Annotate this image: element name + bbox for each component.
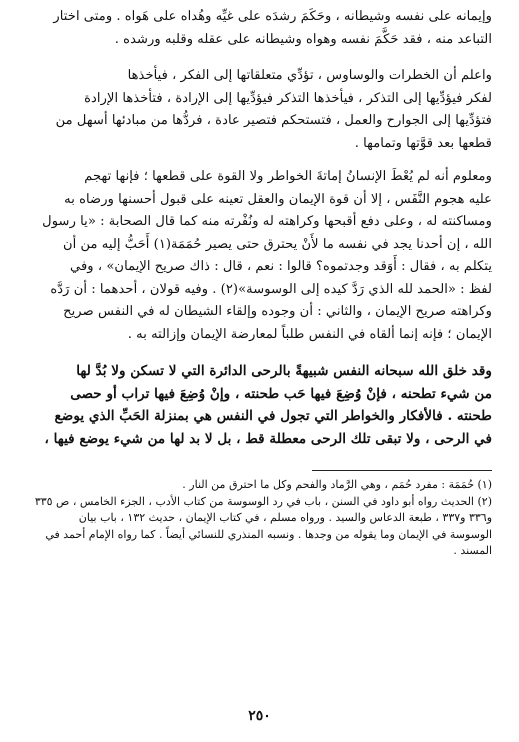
text-line: طحنته . فالأفكار والخواطر التي تجول في النفس هي بمنزلة الحَبِّ الذي يوضع [54, 408, 492, 424]
footnote-2: (٢) الحديث رواه أبو داود في السنن ، باب في رد الوسوسة من كتاب الأدب ، الجزء الخامس ، ص ٣٣٥ [34, 494, 492, 508]
paragraph-3 [30, 166, 492, 346]
paragraph-1 [30, 6, 492, 51]
paragraph-4 [30, 360, 492, 450]
text-line: يتكلم به ، فقال : أَوَقد وجدتموه؟ قالوا : نعم ، قال : ذاك صريح الإيمان» ، وفي [70, 259, 492, 274]
footnote-separator [312, 470, 492, 471]
text-line: الإيمان ؛ فإنه إنما ألقاه في النفس طلباً لمعارضة الإيمان وإزالته به . [127, 326, 492, 342]
text-line: ومعلوم أنه لم يُعْطَ الإنسانُ إماتةَ الخواطر ولا القوة على قطعها ؛ فإنها تهجم [84, 169, 492, 184]
text-line: قطعها بعد قوَّتها وتمامها . [354, 135, 492, 151]
text-line: فتؤدِّيها إلى الجوارح والعمل ، فتستحكم فتصير عادة ، فردُّها من مبادئها أسهل من [55, 113, 492, 128]
footnote-1: (١) حُمَمَة : مفرد حُمَم ، وهي الرَّماد والفحم وكل ما احترق من النار . [182, 478, 492, 491]
footnote-2-continued: و٣٣٦ و٣٣٧ ، طبعة الدعاس والسيد . ورواه مسلم ، في كتاب الإيمان ، حديث ١٣٢ ، باب بيان [78, 511, 492, 524]
text-line: وإيمانه على نفسه وشيطانه ، وحَكَمَ رشدَه على غيِّه وهُداه على هَواه . ومتى اختار [53, 9, 492, 24]
text-line: ومساكنته له ، وعلى دفع أقبحها وكراهته له ونُفْرته منه كما قال الصحابة : «يا رسول [42, 214, 492, 229]
book-page [30, 6, 492, 560]
paragraph-2 [30, 65, 492, 155]
text-line: الله ، إن أحدنا يجد في نفسه ما لأَنْ يحترق حتى يصير حُمَمَة(١) أَحَبُّ إليه من أن [62, 236, 492, 252]
footnote-2-continued: الوسوسة في الإيمان وما يقوله من وجدها . ونسبه المنذري للنسائي أيضاً . كما رواه الإمام أحمد في [45, 527, 492, 541]
text-line: من شيء تطحنه ، فإنْ وُضِعَ فيها حَب طحنته ، وإنْ وُضِعَ فيها تراب أو حصى [70, 385, 492, 402]
footnote-2-continued: المسند . [453, 544, 492, 557]
text-line: عليه هجوم النَّفَس ، إلا أن قوة الإيمان والعقل تعينه على قبول أحسنها ورضاه به [64, 191, 492, 207]
page-number: ٢٥٠ [248, 708, 271, 724]
footnotes [30, 477, 492, 560]
text-line: لفظ : «الحمد لله الذي رَدَّ كيده إلى الوسوسة»(٢) . وفيه قولان ، أحدهما : أن رَدَّه [50, 281, 492, 297]
text-line: واعلم أن الخطرات والوساوس ، تؤدِّي متعلقاتها إلى الفكر ، فيأخذها [127, 68, 492, 83]
text-line: في الرحى ، ولا تبقى تلك الرحى معطلة قط ، بل لا بد لها من شيء يوضع فيها ، [44, 430, 492, 447]
text-line: لفكر فيؤدِّيها إلى التذكر ، فيأخذها التذكر فيؤدِّيها إلى الإرادة ، فتأخذها الإرادة [84, 90, 492, 106]
text-line: وقد خلق الله سبحانه النفس شبيهةً بالرحى الدائرة التي لا تسكن ولا بُدَّ لها [76, 363, 492, 379]
text-line: التباعد منه ، فقد حَكَّمَ نفسه وهواه وشيطانه على عقله وقلبه ورشده . [114, 31, 492, 47]
text-line: وكراهته صريح الإيمان ، والثاني : أن وجوده وإلقاء الشيطان له في النفس صريح [63, 304, 492, 319]
